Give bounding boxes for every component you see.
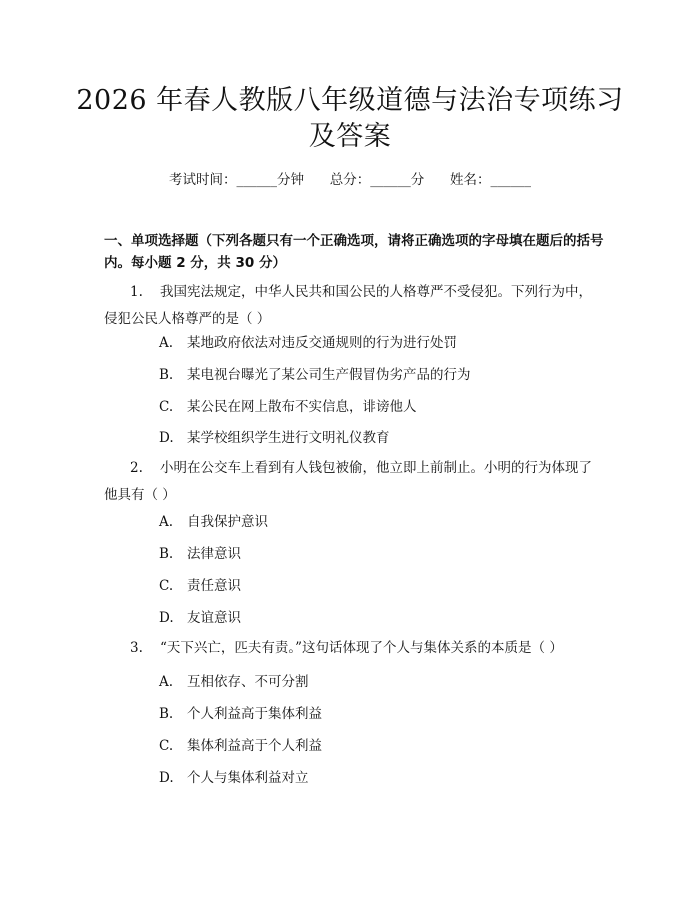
section-heading: 一、单项选择题（下列各题只有一个正确选项，请将正确选项的字母填在题后的括号内。每小题 2 分，共 30 分） bbox=[104, 233, 604, 271]
option-letter: A. bbox=[159, 514, 174, 530]
option-2a bbox=[159, 512, 268, 532]
option-text: 某电视台曝光了某公司生产假冒伪劣产品的行为 bbox=[187, 367, 471, 383]
option-letter: D. bbox=[159, 770, 174, 786]
question-number: 2. bbox=[130, 460, 143, 476]
option-letter: C. bbox=[159, 578, 174, 594]
exam-info-line: 考试时间：______分钟 总分：______分 姓名：______ bbox=[169, 172, 531, 188]
question-2 bbox=[104, 455, 600, 509]
option-text: 某学校组织学生进行文明礼仪教育 bbox=[187, 430, 390, 446]
option-text: 某公民在网上散布不实信息，诽谤他人 bbox=[187, 399, 417, 415]
question-text: “天下兴亡，匹夫有责。”这句话体现了个人与集体关系的本质是（ ） bbox=[160, 640, 563, 656]
option-1c bbox=[159, 397, 417, 417]
option-text: 友谊意识 bbox=[187, 610, 241, 626]
document-title-line1: 2026 年春人教版八年级道德与法治专项练习 bbox=[76, 85, 624, 116]
option-letter: A. bbox=[159, 335, 174, 351]
option-letter: B. bbox=[159, 546, 174, 562]
option-2b bbox=[159, 544, 241, 564]
question-text: 我国宪法规定，中华人民共和国公民的人格尊严不受侵犯。下列行为中，侵犯公民人格尊严的是（ ） bbox=[104, 284, 592, 327]
option-letter: C. bbox=[159, 399, 174, 415]
question-number: 1. bbox=[130, 284, 143, 300]
question-3 bbox=[104, 635, 600, 662]
option-1b bbox=[159, 365, 471, 385]
question-text: 小明在公交车上看到有人钱包被偷，他立即上前制止。小明的行为体现了他具有（ ） bbox=[104, 460, 592, 503]
option-letter: C. bbox=[159, 738, 174, 754]
option-text: 互相依存、不可分割 bbox=[187, 674, 309, 690]
option-letter: A. bbox=[159, 674, 174, 690]
option-1d bbox=[159, 428, 390, 448]
option-text: 责任意识 bbox=[187, 578, 241, 594]
option-2d bbox=[159, 608, 241, 628]
document-title-line2: 及答案 bbox=[308, 121, 392, 152]
option-text: 个人利益高于集体利益 bbox=[187, 706, 322, 722]
option-text: 某地政府依法对违反交通规则的行为进行处罚 bbox=[187, 335, 457, 351]
option-text: 个人与集体利益对立 bbox=[187, 770, 309, 786]
option-2c bbox=[159, 576, 241, 596]
option-3d bbox=[159, 768, 309, 788]
option-letter: D. bbox=[159, 610, 174, 626]
option-letter: B. bbox=[159, 706, 174, 722]
option-text: 自我保护意识 bbox=[187, 514, 268, 530]
question-1 bbox=[104, 279, 600, 333]
option-letter: D. bbox=[159, 430, 174, 446]
option-3a bbox=[159, 672, 309, 692]
option-text: 法律意识 bbox=[187, 546, 241, 562]
question-number: 3. bbox=[130, 640, 143, 656]
option-letter: B. bbox=[159, 367, 174, 383]
option-1a bbox=[159, 333, 457, 353]
option-3b bbox=[159, 704, 322, 724]
option-text: 集体利益高于个人利益 bbox=[187, 738, 322, 754]
option-3c bbox=[159, 736, 322, 756]
